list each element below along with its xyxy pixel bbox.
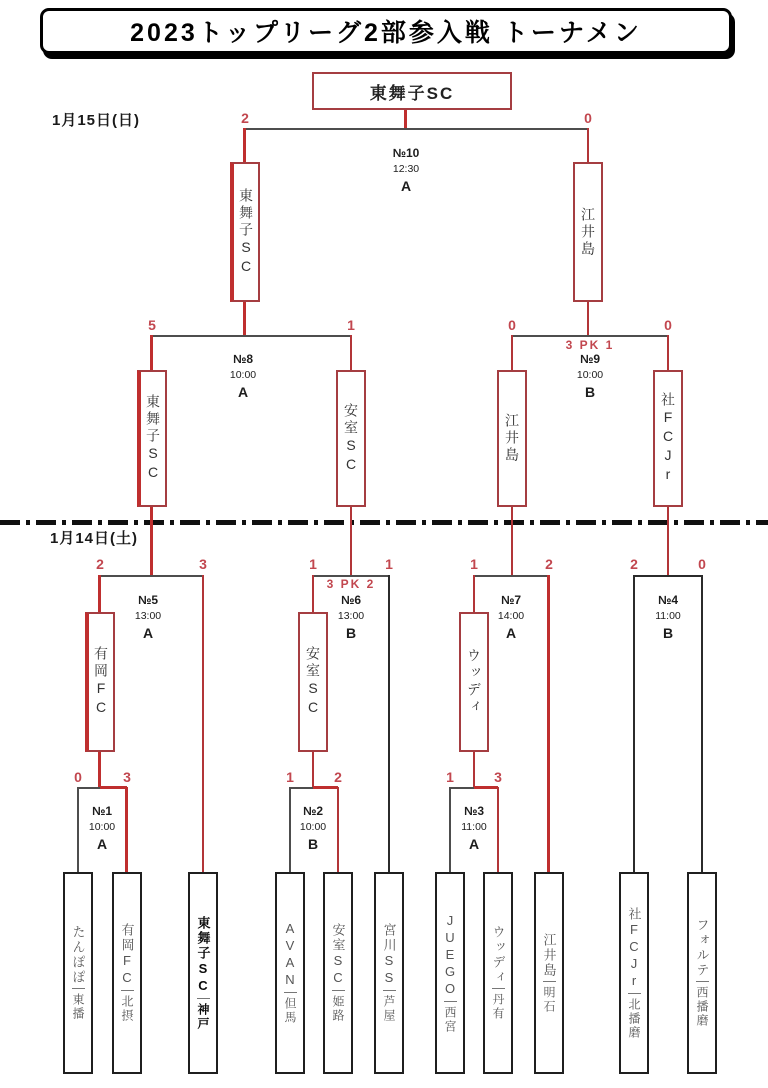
team-name: 江井島 — [504, 413, 520, 464]
match-venue: A — [142, 625, 154, 641]
team-box-entrant — [275, 872, 305, 1074]
match-venue: A — [400, 178, 412, 194]
match-info-9 — [555, 352, 625, 400]
winner-line — [243, 302, 246, 335]
team-name: 有岡FC — [93, 646, 109, 718]
winner-line — [474, 786, 498, 789]
winner-line — [150, 335, 153, 370]
match-number: №9 — [579, 352, 601, 366]
match-number: №4 — [657, 593, 679, 607]
team-name: AVAN — [284, 921, 297, 993]
date-label-day2: 1月15日(日) — [52, 112, 141, 129]
team-region: 神戸 — [196, 1002, 210, 1031]
match-number: №3 — [463, 804, 485, 818]
match-info-6 — [316, 593, 386, 641]
bracket-line — [78, 787, 100, 789]
match-time: 13:00 — [337, 610, 365, 622]
match-time: 10:00 — [88, 821, 116, 833]
team-name: 安室SC — [305, 646, 321, 718]
winner-line — [100, 786, 127, 789]
team-region: 北摂 — [120, 995, 134, 1023]
champion-box — [312, 72, 512, 110]
section-divider — [0, 520, 768, 525]
team-name: 東舞子SC — [145, 394, 161, 483]
match-venue: A — [237, 384, 249, 400]
bracket-line — [245, 128, 589, 130]
winner-line — [312, 752, 314, 787]
team-box-entrant — [534, 872, 564, 1074]
match-info-2 — [278, 804, 348, 852]
team-name: 有岡FC — [121, 923, 134, 991]
winner-line — [667, 507, 669, 575]
match-number: №1 — [91, 804, 113, 818]
match-info-1 — [67, 804, 137, 852]
winner-line — [98, 575, 101, 612]
score-m5-left: 2 — [96, 556, 104, 572]
winner-line — [511, 507, 513, 575]
team-box-finalist-right — [573, 162, 603, 302]
match-time: 13:00 — [134, 610, 162, 622]
team-region: 明石 — [542, 985, 556, 1014]
score-m4-left: 2 — [630, 556, 638, 572]
team-name: 社FCJr — [628, 907, 641, 994]
bracket-line — [474, 575, 549, 577]
winner-line — [350, 507, 352, 575]
match-venue: A — [96, 836, 108, 852]
score-m2-right: 2 — [334, 769, 342, 785]
match-info-8 — [208, 352, 278, 400]
team-box-entrant — [619, 872, 649, 1074]
bracket-line — [290, 787, 313, 789]
match-venue: B — [345, 625, 357, 641]
team-box-entrant — [435, 872, 465, 1074]
match-venue: B — [307, 836, 319, 852]
team-name: 江井島 — [543, 933, 556, 982]
score-m3-right: 3 — [494, 769, 502, 785]
team-region: 北播磨 — [627, 997, 641, 1040]
team-name: 社FCJr — [660, 392, 676, 485]
date-label-day1: 1月14日(土) — [50, 530, 139, 547]
bracket-line — [512, 335, 668, 337]
match-time: 12:30 — [392, 163, 420, 175]
bracket-line — [450, 787, 474, 789]
team-box-sf2-left — [497, 370, 527, 507]
team-box-sf2-right — [653, 370, 683, 507]
pk-result-m6: 3 PK 2 — [326, 577, 376, 591]
team-name: ウッディ — [466, 648, 482, 716]
match-info-3 — [439, 804, 509, 852]
match-venue: B — [584, 384, 596, 400]
winner-line — [202, 575, 204, 872]
score-m8-left: 5 — [148, 317, 156, 333]
match-number: №8 — [232, 352, 254, 366]
tournament-title: 2023トップリーグ2部参入戦 トーナメン — [130, 19, 642, 47]
score-m6-left: 1 — [309, 556, 317, 572]
bracket-line — [152, 335, 351, 337]
bracket-line — [100, 575, 203, 577]
winner-line — [587, 302, 589, 335]
winner-line — [313, 786, 338, 789]
team-region: 丹有 — [491, 993, 505, 1021]
winner-line — [312, 575, 314, 612]
team-region: 東播 — [71, 993, 85, 1021]
team-name: 東舞子SC — [238, 187, 254, 277]
team-region: 西宮 — [443, 1005, 457, 1034]
score-m10-left: 2 — [241, 110, 249, 126]
team-box-entrant — [374, 872, 404, 1074]
bracket-line — [388, 575, 390, 872]
team-box-entrant — [483, 872, 513, 1074]
winner-line — [350, 335, 352, 370]
match-time: 11:00 — [655, 610, 681, 622]
team-box-entrant — [188, 872, 218, 1074]
team-name: 東舞子SC — [197, 916, 210, 999]
winner-line — [98, 752, 101, 787]
score-m3-left: 1 — [446, 769, 454, 785]
team-box-qf1 — [85, 612, 115, 752]
match-info-7 — [476, 593, 546, 641]
score-m9-right: 0 — [664, 317, 672, 333]
score-m1-left: 0 — [74, 769, 82, 785]
match-time: 10:00 — [576, 369, 604, 381]
tournament-title-box — [40, 8, 732, 54]
winner-line — [243, 128, 246, 162]
team-box-entrant — [112, 872, 142, 1074]
team-box-entrant — [323, 872, 353, 1074]
team-name: 安室SC — [343, 402, 359, 475]
team-box-sf1-left — [137, 370, 167, 507]
team-name: たんぽぽ — [72, 925, 85, 989]
team-region: 西播磨 — [695, 986, 709, 1028]
pk-result-m9: 3 PK 1 — [565, 338, 615, 352]
match-info-5 — [113, 593, 183, 641]
match-venue: A — [505, 625, 517, 641]
team-name: 安室SC — [332, 923, 345, 991]
bracket-line — [634, 575, 702, 577]
score-m7-left: 1 — [470, 556, 478, 572]
winner-line — [404, 110, 407, 128]
match-venue: B — [662, 625, 674, 641]
match-venue: A — [468, 836, 480, 852]
match-number: №10 — [392, 146, 420, 160]
match-number: №5 — [137, 593, 159, 607]
match-time: 10:00 — [229, 369, 257, 381]
team-region: 但馬 — [283, 997, 297, 1025]
score-m4-right: 0 — [698, 556, 706, 572]
match-number: №7 — [500, 593, 522, 607]
match-time: 14:00 — [497, 610, 525, 622]
score-m6-right: 1 — [385, 556, 393, 572]
score-m1-right: 3 — [123, 769, 131, 785]
team-region: 姫路 — [331, 995, 345, 1023]
team-name: 江井島 — [580, 206, 596, 258]
team-name: フォルテ — [696, 918, 709, 982]
match-info-4 — [633, 593, 703, 641]
match-time: 11:00 — [461, 821, 487, 833]
team-box-entrant — [63, 872, 93, 1074]
score-m5-right: 3 — [199, 556, 207, 572]
match-number: №2 — [302, 804, 324, 818]
score-m9-left: 0 — [508, 317, 516, 333]
winner-line — [667, 335, 669, 370]
score-m8-right: 1 — [347, 317, 355, 333]
winner-line — [473, 575, 475, 612]
match-number: №6 — [340, 593, 362, 607]
team-region: 芦屋 — [382, 995, 396, 1023]
team-box-finalist-left — [230, 162, 260, 302]
team-box-entrant — [687, 872, 717, 1074]
match-info-10 — [371, 146, 441, 194]
score-m10-right: 0 — [584, 110, 592, 126]
champion-name: 東舞子SC — [369, 83, 455, 103]
winner-line — [473, 752, 475, 787]
score-m7-right: 2 — [545, 556, 553, 572]
team-box-sf1-right — [336, 370, 366, 507]
team-name: JUEGO — [444, 913, 457, 1002]
winner-line — [511, 335, 513, 370]
winner-line — [547, 575, 550, 872]
winner-line — [587, 128, 589, 162]
team-name: ウッディ — [492, 925, 505, 989]
match-time: 10:00 — [299, 821, 327, 833]
team-name: 宮川SS — [383, 923, 396, 991]
score-m2-left: 1 — [286, 769, 294, 785]
winner-line — [150, 507, 153, 575]
